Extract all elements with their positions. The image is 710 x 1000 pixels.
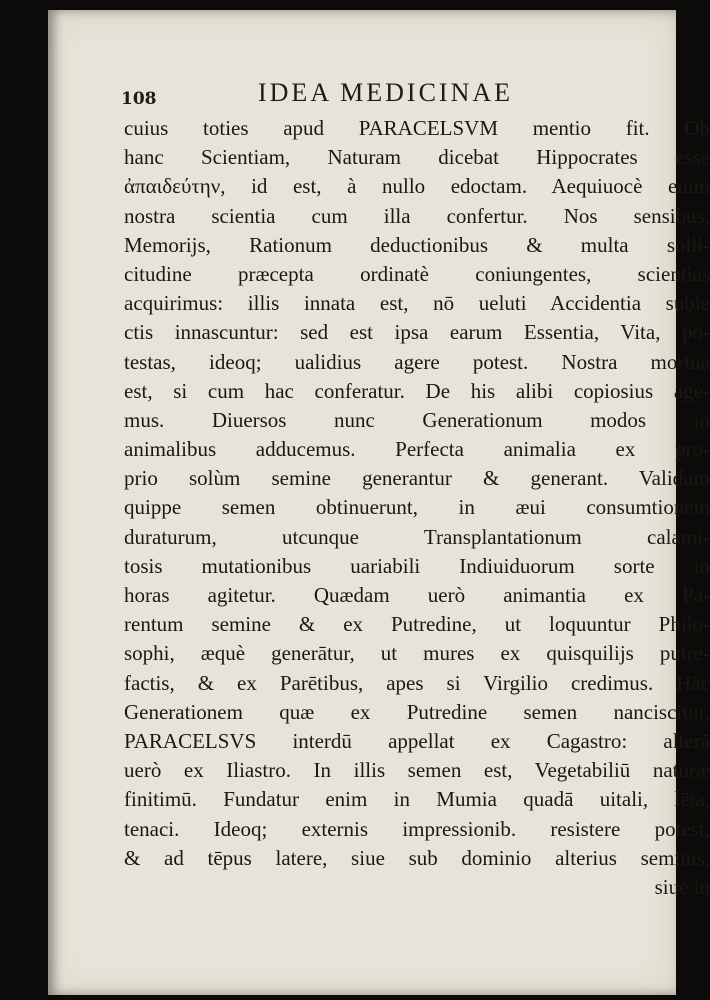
text-line: nostra scientia cum illa confertur. Nos sensibus,: [124, 203, 710, 228]
text-line: quippe semen obtinuerunt, in æui consumtionem: [124, 495, 710, 520]
text-line: citudine præcepta ordinatè coniungentes, scientias: [124, 261, 710, 286]
running-head: IDEA MEDICINAE: [258, 78, 514, 107]
text-line: Generationem quæ ex Putredine semen nanciscitur,: [124, 699, 710, 724]
page-number: 108: [121, 89, 157, 109]
text-line: duraturum, utcunque Transplantationum calami-: [124, 524, 710, 549]
text-line: acquirimus: illis innata est, nō ueluti Accidentia subie: [124, 291, 710, 316]
text-line: finitimū. Fundatur enim in Mumia quadā uitali, lēta,: [124, 787, 710, 812]
text-line: hanc Scientiam, Naturam dicebat Hippocrates esse: [124, 145, 710, 170]
text-line: Memorijs, Rationum deductionibus & multa solli-: [124, 232, 710, 257]
text-line: uerò ex Iliastro. In illis semen est, Vegetabiliū naturæ: [124, 758, 710, 783]
text-line: tosis mutationibus uariabili Indiuiduorum sorte in: [124, 553, 710, 578]
text-line: testas, ideoq; ualidius agere potest. Nostra mortua: [124, 349, 710, 374]
catchword-line: siue in: [654, 874, 710, 899]
text-line: rentum semine & ex Putredine, ut loquuntur Philo-: [124, 612, 710, 637]
text-line: prio solùm semine generantur & generant. Validum: [124, 466, 710, 491]
text-line: ἀπαιδεύτην, id est, à nullo edoctam. Aequiuocè enim: [124, 174, 710, 199]
book-page: [48, 10, 710, 995]
text-line: cuius toties apud PARACELSVM mentio fit. Ob: [124, 116, 710, 140]
text-line: est, si cum hac conferatur. De his alibi copiosius age-: [124, 378, 710, 403]
text-line: horas agitetur. Quædam uerò animantia ex Pa-: [124, 583, 710, 607]
text-line: tenaci. Ideoq; externis impressionib. resistere potest,: [124, 816, 710, 841]
text-line: mus. Diuersos nunc Generationum modos in: [124, 407, 710, 432]
body-text: [124, 114, 710, 902]
text-line: factis, & ex Parētibus, apes si Virgilio credimus. Hāc: [124, 670, 710, 695]
text-line: sophi, æquè generātur, ut mures ex quisquilijs putre-: [124, 641, 710, 666]
text-line: animalibus adducemus. Perfecta animalia ex pro-: [124, 437, 710, 462]
text-line: ctis innascuntur: sed est ipsa earum Essentia, Vita, po-: [124, 320, 710, 345]
text-line: PARACELSVS interdū appellat ex Cagastro: alterā: [124, 728, 710, 753]
text-line: & ad tēpus latere, siue sub dominio alterius seminis,: [124, 845, 710, 870]
